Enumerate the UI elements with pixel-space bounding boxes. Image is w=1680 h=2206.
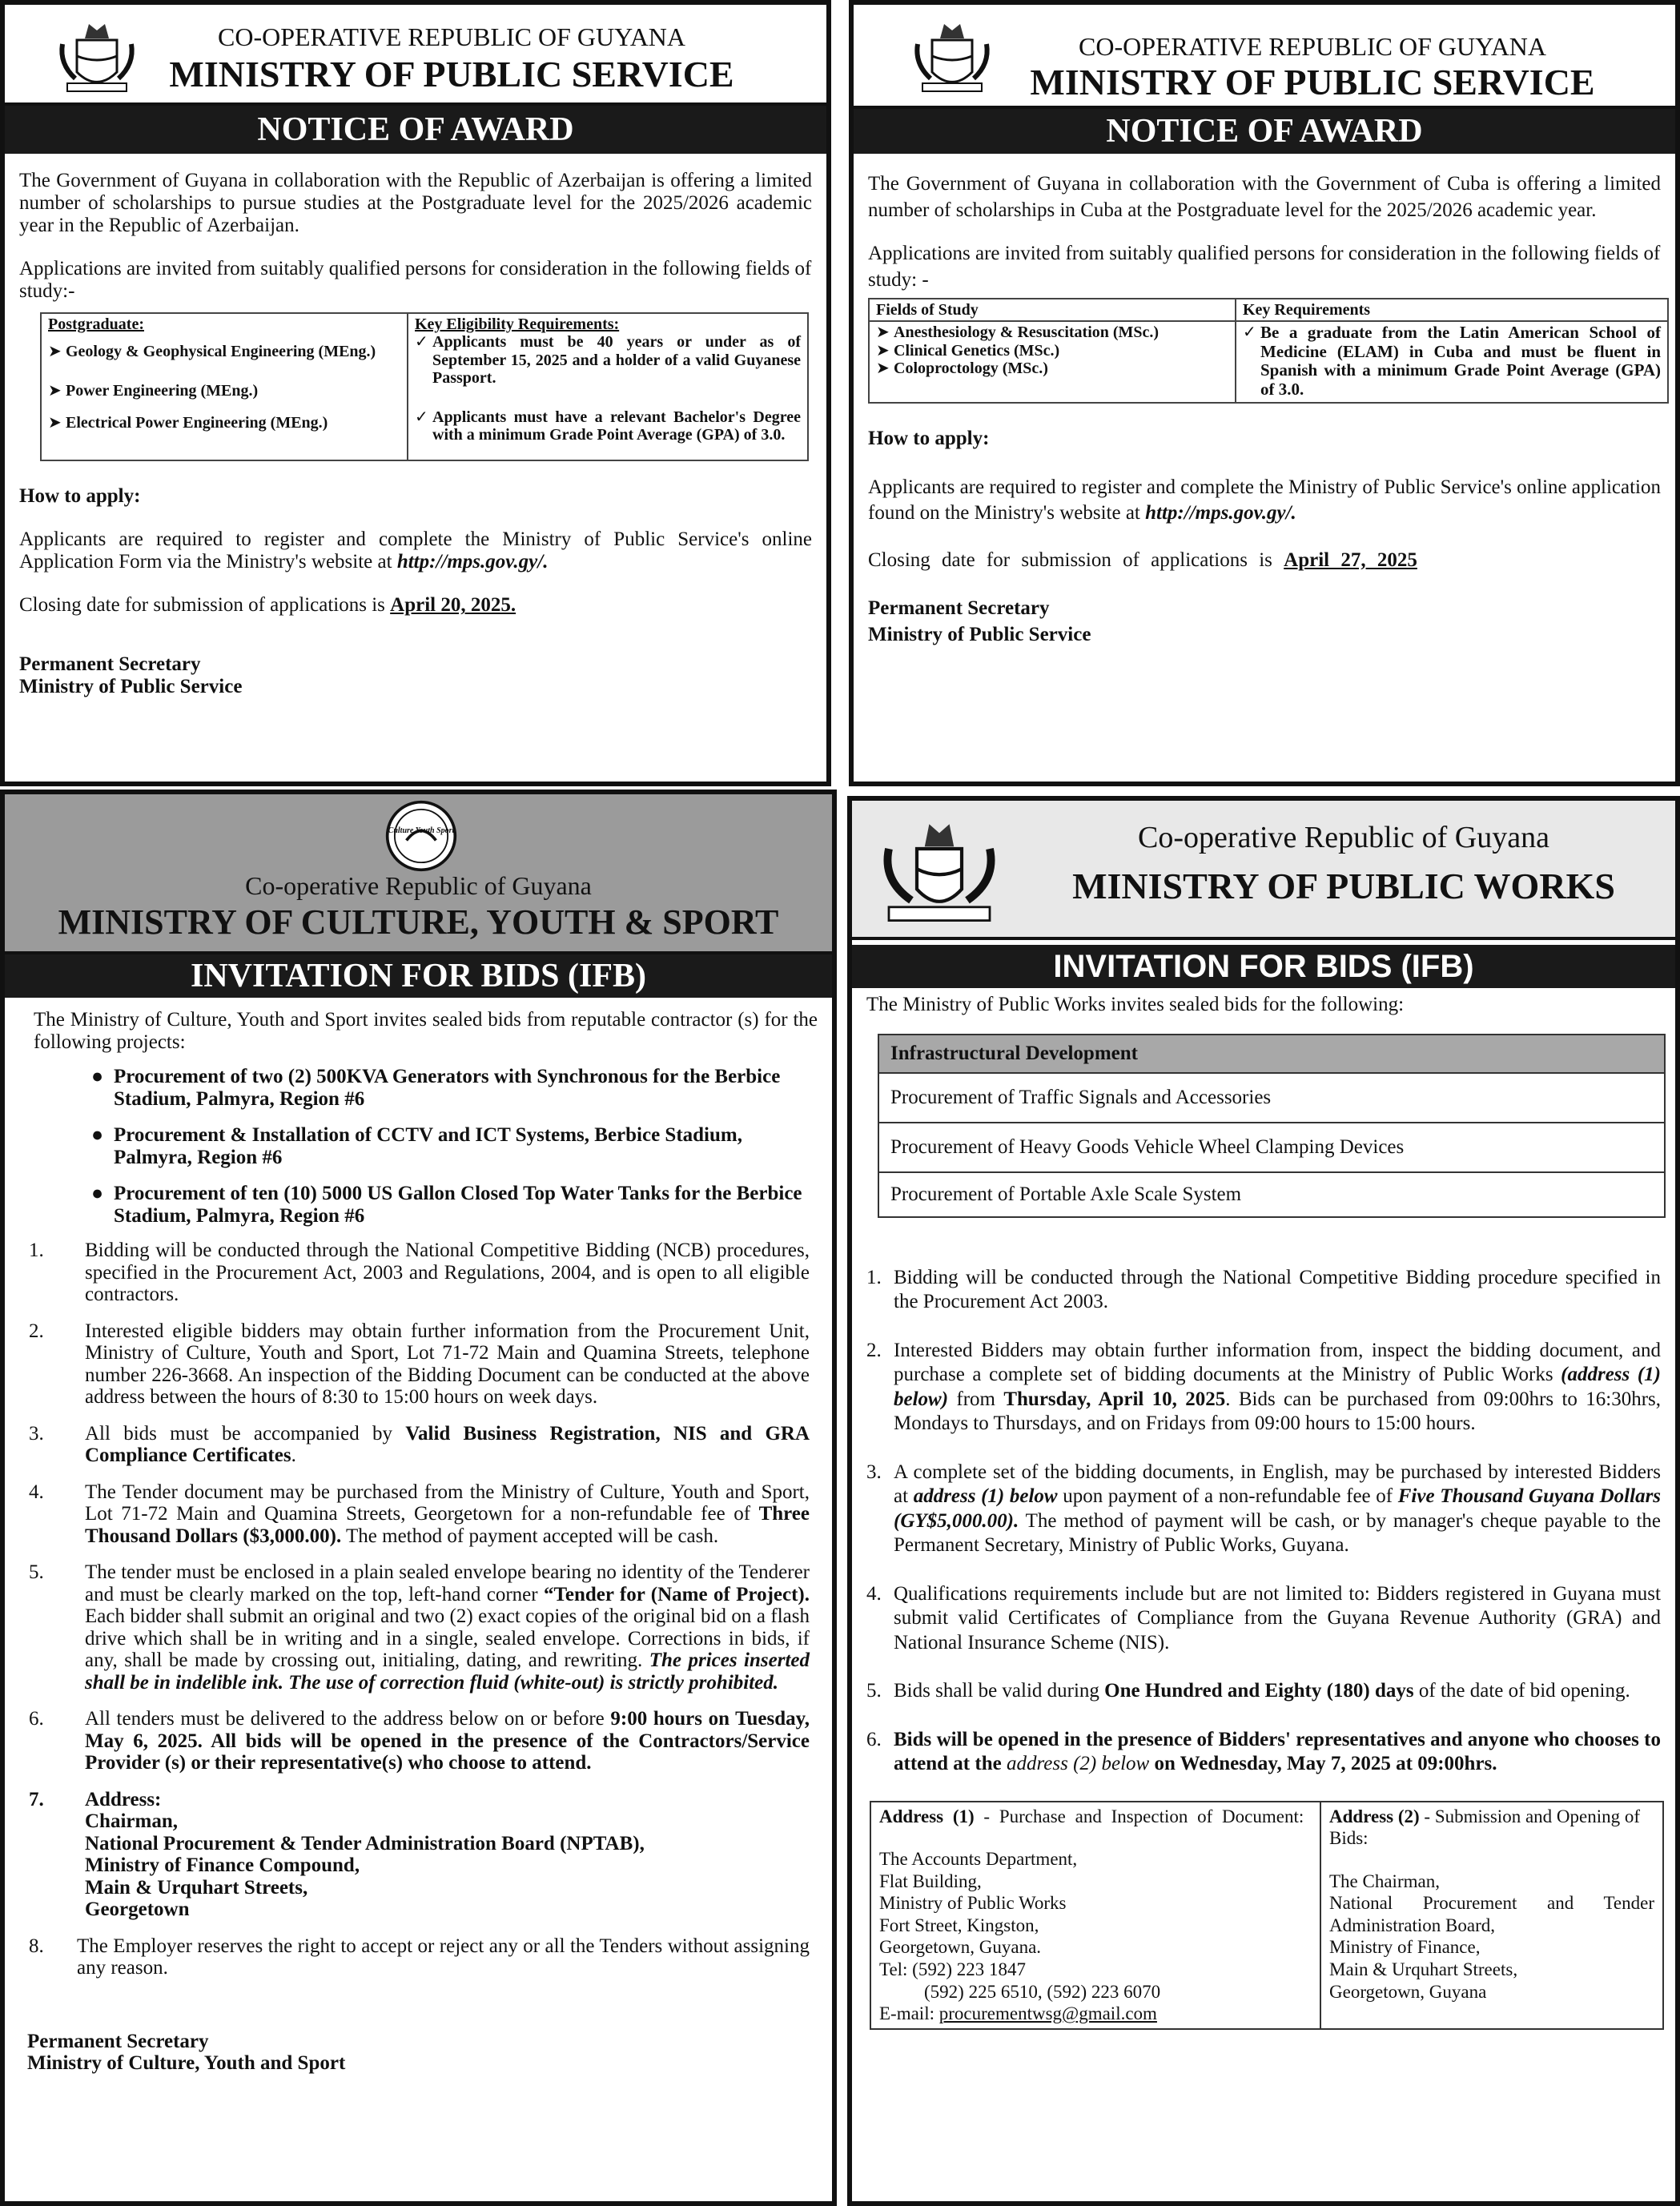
ifb-body [5,998,832,2075]
signature-ministry: Ministry of Public Service [868,623,1091,645]
clause-8: 8. The Employer reserves the right to accept or reject any or all the Tenders without assigning any reason. [29,1935,810,1979]
invite-paragraph: Applications are invited from suitably qualified persons for consideration in the following fields of study:- [19,258,812,302]
ministry-heading: MINISTRY OF CULTURE, YOUTH & SPORT [58,902,779,942]
clause-6: 6. All tenders must be delivered to the address below on or before 9:00 hours on Tuesday, May 6, 2025. All bids will be opened in the presence of the Contractors/Service Provider (s) or their representative(s) who choose to attend. [29,1708,810,1774]
republic-heading: CO-OPERATIVE REPUBLIC OF GUYANA [1078,32,1547,61]
address-2-cell: Address (2) - Submission and Opening of Bids: The Chairman, National Procurement and Tender Administration Board, Ministry of Finance, Main & Urquhart Streets, Georgetown, Guyana [1329,1806,1654,2002]
panel-header [5,794,832,954]
list-item: ● Procurement of ten (10) 5000 US Gallon Closed Top Water Tanks for the Berbice Stadium, Palmyra, Region #6 [91,1183,802,1227]
list-item: ● Procurement & Installation of CCTV and ICT Systems, Berbice Stadium, Palmyra, Region #6 [91,1124,742,1168]
clause-2: 2. Interested eligible bidders may obtain further information from the Procurement Unit, Ministry of Culture, Youth and Sport, Lot 71-72 Main and Quamina Streets, telephone number 226-3668. An inspection of the Bidding Document can be conducted at the above address between the hours of 8:30 to 15:00 hours on week days. [29,1320,810,1408]
table-header: Infrastructural Development [878,1034,1666,1074]
ifb-panel-culture [0,790,837,2206]
clause-5: 5. The tender must be enclosed in a plain sealed envelope bearing no identity of the Tenderer and must be clearly marked on the top, left-hand corner “Tender for (Name of Project). Each bidder shall submit an original and two (2) exact copies of the original bid on a flash drive which shall be in writing and in a single, sealed envelope. Corrections in bids, if any, shall be made by crossing out, initialing, dating, and rewriting. The prices inserted shall be in indelible ink. The use of correction fluid (white-out) is strictly prohibited. [29,1561,810,1694]
list-item: ➤ Electrical Power Engineering (MEng.) [48,414,328,432]
list-item: ➤ Anesthesiology & Resuscitation (MSc.) [876,323,1160,342]
column-heading: Postgraduate: [48,315,144,333]
intro-paragraph: The Government of Guyana in collaboration with the Government of Cuba is offering a limited number of scholarships in Cuba at the Postgraduate level for the 2025/2026 academic year. [868,173,1661,221]
signature-ministry: Ministry of Public Service [19,676,243,698]
ifb-banner: INVITATION FOR BIDS (IFB) [5,954,832,998]
notice-banner: NOTICE OF AWARD [854,109,1675,154]
column-heading: Key Requirements [1236,299,1668,321]
email-link[interactable]: procurementwsg@gmail.com [938,2003,1157,2024]
closing-date: April 20, 2025. [390,594,516,617]
signature-title: Permanent Secretary [19,653,201,676]
clause-4: 4. Qualifications requirements include but are not limited to: Bidders registered in Guyana must submit valid Certificates of Compliance from the Guyana Revenue Authority (GRA) and National Insurance Scheme (NIS). [866,1582,1661,1653]
notice-panel-azerbaijan [0,0,831,786]
intro-paragraph: The Ministry of Public Works invites sealed bids for the following: [866,994,1405,1015]
table-row: Procurement of Heavy Goods Vehicle Wheel Clamping Devices [878,1123,1666,1173]
how-to-apply-text: Applicants are required to register and complete the Ministry of Public Service's online Application Form via the Ministry's website at http://mps.gov.gy/. [19,528,812,573]
ministry-heading: MINISTRY OF PUBLIC WORKS [1072,866,1615,906]
list-item: ✓ Applicants must have a relevant Bachelor's Degree with a minimum Grade Point Average (GPA) of 3.0. [415,408,801,444]
column-heading: Key Eligibility Requirements: [415,315,620,333]
list-item: ● Procurement of two (2) 500KVA Generators with Synchronous for the Berbice Stadium, Palmyra, Region #6 [91,1066,781,1110]
panel-header [852,801,1675,940]
fields-table [868,298,1669,404]
list-item: ✓ Applicants must be 40 years or under as of September 15, 2025 and a holder of a valid Guyanese Passport. [415,333,801,388]
ministry-heading: MINISTRY OF PUBLIC SERVICE [1030,62,1595,102]
clause-5: 5. Bids shall be valid during One Hundred and Eighty (180) days of the date of bid opening. [866,1680,1630,1702]
notice-banner: NOTICE OF AWARD [5,106,826,154]
list-item: ➤ Power Engineering (MEng.) [48,381,259,400]
ministry-heading: MINISTRY OF PUBLIC SERVICE [169,54,734,94]
how-to-apply-heading: How to apply: [868,428,990,450]
website-link[interactable]: http://mps.gov.gy/. [1145,502,1296,524]
clause-1: 1. Bidding will be conducted through the National Competitive Bidding (NCB) procedures, specified in the Procurement Act, 2003 and Regulations, 2004, and is open to all eligible contractors. [29,1240,810,1305]
clause-4: 4. The Tender document may be purchased from the Ministry of Culture, Youth and Sport, Lot 71-72 Main and Quamina Streets, Georgetown for a non-refundable fee of Three Thousand Dollars ($3,000.00). The method of payment accepted will be cash. [29,1481,810,1547]
clause-7-address: 7. Address: Chairman, National Procurement & Tender Administration Board (NPTAB), Ministry of Finance Compound, Main & Urquhart Streets, Georgetown [29,1788,645,1920]
ifb-panel-public-works [847,796,1680,2206]
list-item: ➤ Geology & Geophysical Engineering (MEng.) [48,343,376,361]
closing-date-text: Closing date for submission of applications is April 27, 2025 [868,548,1417,571]
guyana-coat-of-arms-icon [871,815,1007,927]
intro-paragraph: The Ministry of Culture, Youth and Sport invites sealed bids from reputable contractor (s) for the following projects: [34,1009,818,1053]
republic-heading: Co-operative Republic of Guyana [245,871,592,900]
clause-3: 3. All bids must be accompanied by Valid Business Registration, NIS and GRA Compliance Certificates. [29,1422,810,1466]
project-list [91,1066,818,1227]
logo-text: Culture Youth Sport [388,826,455,835]
notice-body [854,154,1675,648]
clause-3: 3. A complete set of the bidding documents, in English, may be purchased by interested Bidders at address (1) below upon payment of a non-refundable fee of Five Thousand Guyana Dollars (GY$5,000.00). The method of payment will be cash, or by manager's cheque payable to the Permanent Secretary, Ministry of Public Works, Guyana. [866,1461,1662,1556]
clause-1: 1. Bidding will be conducted through the National Competitive Bidding procedure specified in the Procurement Act 2003. [866,1266,1661,1312]
list-item: ➤ Clinical Genetics (MSc.) [876,341,1060,360]
list-item: ➤ Coloproctology (MSc.) [876,360,1048,378]
closing-date: April 27, 2025 [1284,548,1417,571]
clause-2: 2. Interested Bidders may obtain further information from, inspect the bidding document, and purchase a complete set of bidding documents at the Ministry of Public Works (address (1) below) from Thursday, April 10, 2025. Bids can be purchased from 09:00hrs to 16:30hrs, Mondays to Thursdays, and on Fridays from 09:00 hours to 15:00 hours. [866,1339,1662,1434]
signature-ministry: Ministry of Culture, Youth and Sport [27,2052,346,2074]
intro-paragraph: The Government of Guyana in collaboration with the Republic of Azerbaijan is offering a limited number of scholarships to pursue studies at the Postgraduate level for the 2025/2026 academic year in the Republic of Azerbaijan. [19,170,812,236]
clause-6: 6. Bids will be opened in the presence of Bidders' representatives and anyone who chooses to attend at the address (2) below on Wednesday, May 7, 2025 at 09:00hrs. [866,1728,1661,1774]
ifb-banner: INVITATION FOR BIDS (IFB) [852,945,1675,988]
how-to-apply-heading: How to apply: [19,485,141,508]
notice-body [5,154,826,698]
how-to-apply-text: Applicants are required to register and complete the Ministry of Public Service's online application found on the Ministry's website at http://mps.gov.gy/. [868,476,1661,524]
invite-paragraph: Applications are invited from suitably qualified persons for consideration in the following fields of study: - [868,243,1661,291]
table-row: Procurement of Portable Axle Scale System [878,1173,1666,1218]
culture-youth-sport-logo-icon [384,799,458,873]
republic-heading: CO-OPERATIVE REPUBLIC OF GUYANA [217,22,686,51]
ifb-body [852,988,1675,2030]
list-item: ✓ Be a graduate from the Latin American School of Medicine (ELAM) in Cuba and must be fluent in Spanish with a minimum Grade Point Average (GPA) of 3.0. [1243,323,1661,399]
fields-table [40,312,809,461]
column-heading: Fields of Study [869,299,1236,321]
website-link[interactable]: http://mps.gov.gy/. [396,551,549,573]
address-table [870,1801,1664,2030]
signature-title: Permanent Secretary [27,2030,209,2052]
panel-header [854,5,1675,109]
signature-title: Permanent Secretary [868,597,1050,620]
projects-table [878,1034,1666,1218]
notice-panel-cuba [849,0,1680,786]
republic-heading: Co-operative Republic of Guyana [1138,821,1549,854]
closing-date-text: Closing date for submission of applications is April 20, 2025. [19,594,516,617]
panel-header [5,5,826,106]
table-row: Procurement of Traffic Signals and Accessories [878,1074,1666,1123]
address-1-cell: Address (1) - Purchase and Inspection of Document: The Accounts Department, Flat Building, Ministry of Public Works Fort Street, Kingston, Georgetown, Guyana. Tel: (592) 223 1847 (592) 225 6510, (592) 223 6070 E-mail: procurementwsg@gmail.com [870,1802,1320,2029]
